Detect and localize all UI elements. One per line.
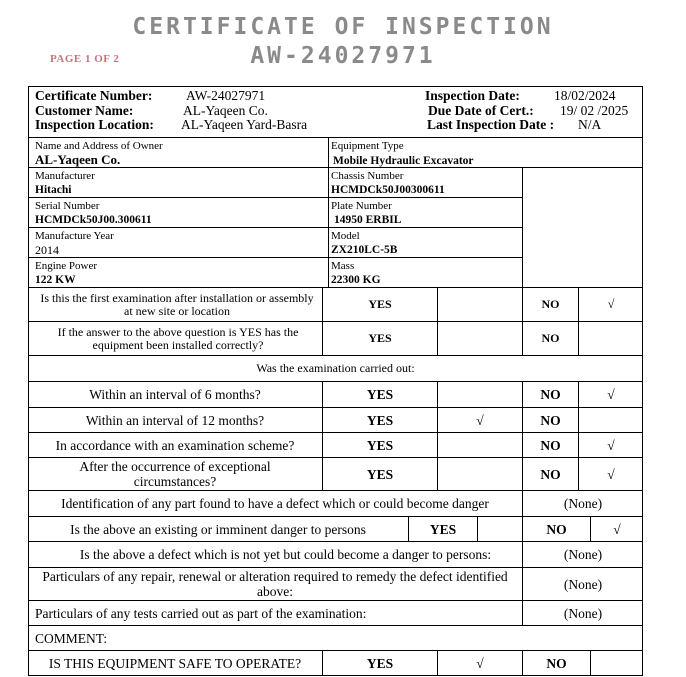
year-value: 2014 (35, 243, 59, 257)
serial-label: Serial Number (35, 200, 100, 212)
interval-12-yes-check: √ (476, 412, 484, 428)
safe-yes: YES (366, 656, 394, 671)
future-danger-question: Is the above a defect which is not yet but could become a danger to persons: (79, 547, 492, 562)
installed-correctly-question: If the answer to the above question is YES has the equipment been installed correctly? (57, 324, 299, 352)
interval-6-no-check: √ (607, 387, 615, 402)
existing-danger-no: NO (546, 521, 567, 537)
location-value: AL-Yaqeen Yard-Basra (181, 117, 308, 132)
interval-6-question: Within an interval of 6 months? (89, 387, 261, 402)
installed-no: NO (541, 331, 560, 345)
equipment-type-label: Equipment Type (331, 140, 404, 152)
exceptional-no: NO (540, 466, 561, 482)
location-label: Inspection Location: (35, 117, 154, 132)
repair-question: Particulars of any repair, renewal or alteration required to remedy the defect identified above: (42, 569, 508, 599)
comment-label: COMMENT: (35, 630, 108, 646)
plate-label: Plate Number (331, 200, 392, 212)
first-exam-yes: YES (368, 297, 392, 311)
tests-question: Particulars of any tests carried out as part of the examination: (35, 605, 367, 621)
page-indicator: PAGE 1 OF 2 (50, 53, 120, 65)
interval-6-yes: YES (366, 387, 394, 402)
inspection-date-value: 18/02/2024 (554, 88, 616, 103)
year-label: Manufacture Year (35, 230, 114, 242)
model-label: Model (331, 230, 360, 242)
scheme-no: NO (540, 437, 561, 453)
scheme-question: In accordance with an examination scheme? (55, 437, 295, 453)
owner-value: AL-Yaqeen Co. (35, 152, 121, 167)
cert-number-value: AW-24027971 (186, 88, 266, 103)
equipment-type-value: Mobile Hydraulic Excavator (333, 155, 474, 167)
defect-identification-answer: (None) (563, 496, 603, 511)
interval-12-yes: YES (366, 412, 394, 428)
mass-value: 22300 KG (331, 274, 381, 286)
safe-to-operate-question: IS THIS EQUIPMENT SAFE TO OPERATE? (48, 656, 302, 671)
serial-value: HCMDCk50J00.300611 (35, 214, 152, 226)
mass-label: Mass (331, 260, 355, 272)
certificate-id-title: AW-24027971 (250, 43, 436, 69)
repair-answer: (None) (563, 576, 603, 592)
last-inspection-value: N/A (578, 117, 602, 132)
customer-label: Customer Name: (35, 103, 134, 118)
defect-identification-question: Identification of any part found to have a defect which or could become danger (61, 496, 489, 511)
existing-danger-yes: YES (429, 521, 457, 537)
installed-yes: YES (368, 331, 392, 345)
interval-12-question: Within an interval of 12 months? (85, 412, 265, 428)
chassis-value: HCMDCk50J00300611 (331, 184, 445, 196)
due-date-value: 19/ 02 /2025 (560, 103, 629, 118)
model-value: ZX210LC-5B (331, 244, 398, 256)
existing-danger-question: Is the above an existing or imminent danger to persons (70, 521, 366, 537)
examination-carried-out-heading: Was the examination carried out: (256, 361, 415, 375)
chassis-label: Chassis Number (331, 170, 404, 182)
engine-power-value: 122 KW (35, 274, 76, 286)
tests-answer: (None) (563, 605, 603, 621)
last-inspection-label: Last Inspection Date : (427, 117, 555, 132)
engine-power-label: Engine Power (35, 260, 98, 272)
existing-danger-no-check: √ (613, 521, 621, 537)
due-date-label: Due Date of Cert.: (428, 103, 534, 118)
scheme-yes: YES (366, 437, 394, 453)
exceptional-no-check: √ (607, 466, 615, 482)
cert-number-label: Certificate Number: (35, 88, 153, 103)
exceptional-question: After the occurrence of exceptional circumstances? (79, 459, 271, 489)
certificate-title: CERTIFICATE OF INSPECTION (132, 14, 554, 40)
interval-12-no: NO (540, 412, 561, 428)
plate-value: 14950 ERBIL (334, 214, 402, 226)
first-exam-no-check: √ (607, 297, 615, 311)
inspection-date-label: Inspection Date: (425, 88, 520, 103)
future-danger-answer: (None) (563, 547, 603, 562)
manufacturer-value: Hitachi (35, 184, 72, 196)
safe-yes-check: √ (476, 656, 484, 671)
scheme-no-check: √ (607, 437, 615, 453)
manufacturer-label: Manufacturer (35, 170, 95, 182)
exceptional-yes: YES (366, 466, 394, 482)
customer-value: AL-Yaqeen Co. (183, 103, 268, 118)
interval-6-no: NO (540, 387, 561, 402)
safe-no: NO (546, 656, 567, 671)
first-exam-question: Is this the first examination after installation or assembly at new site or location (40, 290, 314, 318)
owner-label: Name and Address of Owner (35, 140, 163, 152)
first-exam-no: NO (541, 297, 560, 311)
